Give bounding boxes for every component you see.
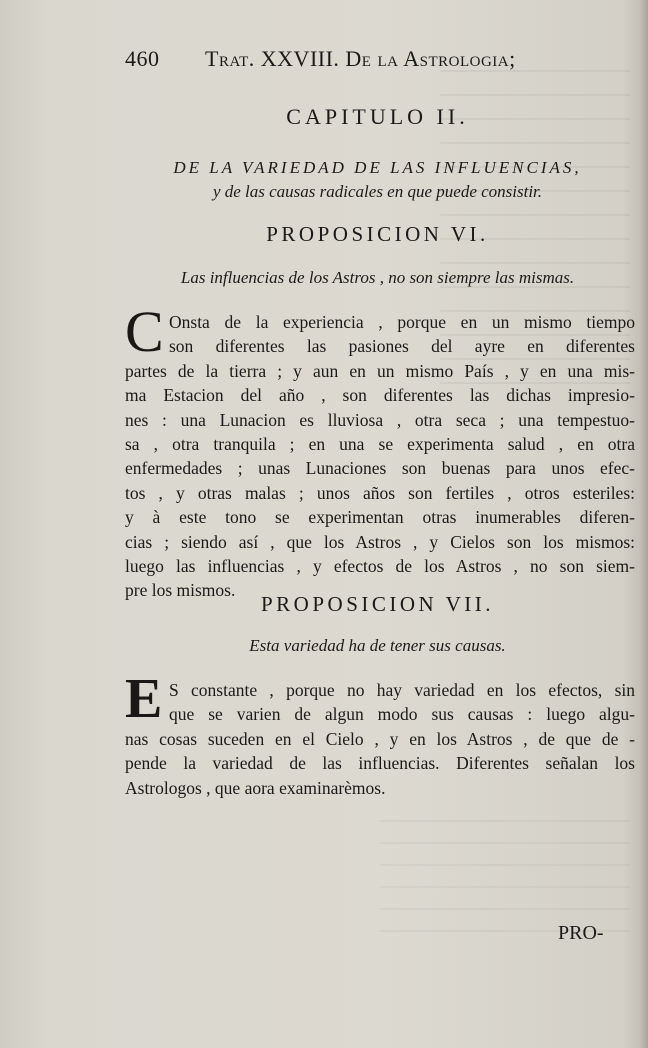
chapter-heading: CAPITULO II. bbox=[286, 104, 469, 129]
proposition-7-paragraph bbox=[125, 678, 635, 800]
running-title: Trat. XXVIII. De la Astrologia; bbox=[205, 46, 516, 71]
paragraph-line: nas cosas suceden en el Cielo , y en los Astros , de que de - bbox=[125, 728, 635, 749]
paragraph-line: tos , y otras malas ; unos años son fertiles , otros esteriles: bbox=[125, 482, 635, 503]
chapter-subtitle-line1: DE LA VARIEDAD DE LAS INFLUENCIAS, bbox=[173, 158, 582, 177]
paragraph-line: luego las influencias , y efectos de los Astros , no son siem- bbox=[125, 555, 635, 576]
paragraph-line: sa , otra tranquila ; en una se experimenta salud , en otra bbox=[125, 433, 635, 454]
proposition-7-statement: Esta variedad ha de tener sus causas. bbox=[249, 636, 506, 655]
proposition-6-paragraph bbox=[125, 310, 635, 603]
proposition-6-heading: PROPOSICION VI. bbox=[266, 222, 489, 246]
paragraph-line: y à este tono se experimentan otras inumerables diferen- bbox=[125, 507, 635, 528]
paragraph-line: son diferentes las pasiones del ayre en diferentes bbox=[169, 336, 635, 357]
paragraph-line: enfermedades ; unas Lunaciones son buenas para unos efec- bbox=[125, 458, 635, 479]
paragraph-line: cias ; siendo así , que los Astros , y Cielos son los mismos: bbox=[125, 531, 635, 552]
paragraph-line: nes : una Lunacion es lluviosa , otra seca ; una tempestuo- bbox=[125, 409, 635, 430]
proposition-7-heading: PROPOSICION VII. bbox=[261, 592, 494, 616]
page-number: 460 bbox=[125, 46, 160, 71]
drop-cap-e: E bbox=[125, 668, 163, 730]
paragraph-line: pende la variedad de las influencias. Diferentes señalan los bbox=[125, 753, 635, 774]
proposition-6-statement: Las influencias de los Astros , no son siempre las mismas. bbox=[180, 268, 575, 287]
paragraph-line: ma Estacion del año , son diferentes las dichas impresio- bbox=[125, 385, 635, 406]
paragraph-line: S constante , porque no hay variedad en los efectos, sin bbox=[169, 680, 635, 700]
paragraph-line: pre los mismos. bbox=[125, 580, 236, 601]
drop-cap-c: C bbox=[125, 299, 164, 364]
catchword: PRO- bbox=[558, 922, 604, 944]
chapter-subtitle-line2: y de las causas radicales en que puede consistir. bbox=[212, 182, 543, 201]
paragraph-line: Astrologos , que aora examinarèmos. bbox=[125, 777, 386, 798]
paragraph-line: Onsta de la experiencia , porque en un mismo tiempo bbox=[169, 312, 635, 332]
page-gutter bbox=[638, 0, 648, 1048]
running-header bbox=[125, 46, 565, 76]
paragraph-line: que se varien de algun modo sus causas : luego algu- bbox=[169, 704, 635, 725]
paragraph-line: partes de la tierra ; y aun en un mismo País , y en una mis- bbox=[125, 360, 635, 381]
